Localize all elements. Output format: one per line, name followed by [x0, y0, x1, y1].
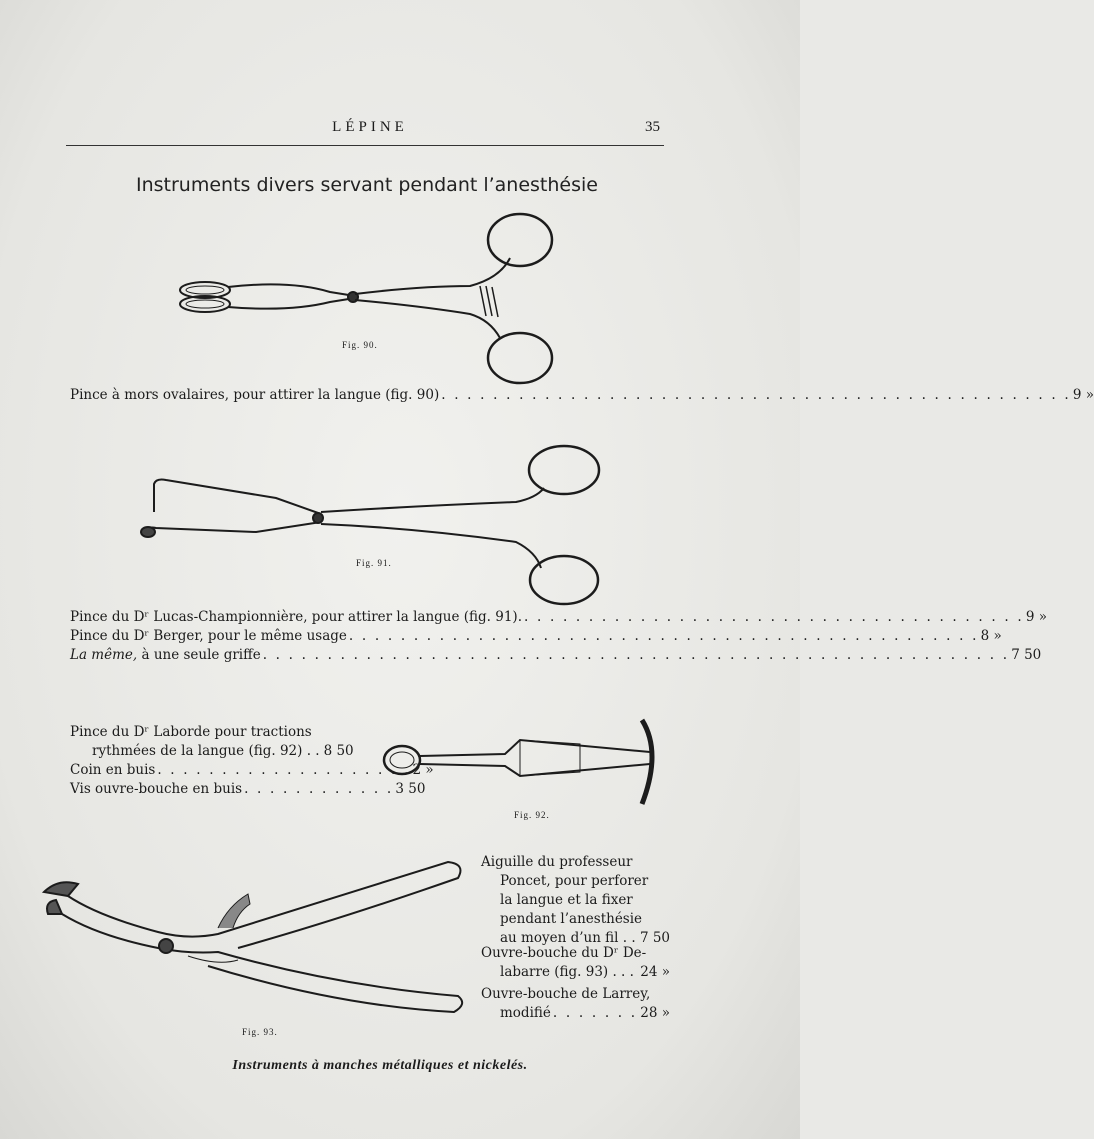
aiguille-line-2: Poncet, pour perforer — [500, 873, 649, 889]
item-price: 9 » — [1025, 609, 1047, 625]
laborde-line-1: Pince du Dʳ Laborde pour tractions — [70, 724, 312, 740]
item-description: Vis ouvre-bouche en buis — [70, 781, 243, 797]
item-description — [70, 646, 261, 665]
aiguille-line-3: la langue et la fixer — [500, 892, 633, 908]
catalog-item-2 — [70, 608, 1047, 627]
leader-dots: . . . . . . . . . . . . . . . . . . . . — [157, 762, 411, 778]
leader-dots: . . . . . . . — [552, 1005, 638, 1021]
fig-91-caption: Fig. 91. — [356, 558, 392, 568]
fig-93-caption: Fig. 93. — [242, 1027, 278, 1037]
page-footer-caption: Instruments à manches métalliques et nickelés. — [232, 1058, 528, 1073]
item-price: 28 » — [640, 1005, 670, 1021]
leader-dots: . . . . . . . . . . . . . . . . . . . . . . . . . . . . . . . . . . . . . . . . . . . . . . . . . . . . . . . . . . — [262, 647, 1010, 663]
aiguille-line-1: Aiguille du professeur — [481, 854, 633, 870]
fig-90-caption: Fig. 90. — [342, 340, 378, 350]
item-description: Coin en buis — [70, 762, 156, 778]
item-price: 7 50 — [639, 930, 670, 946]
catalog-item-3 — [70, 627, 1002, 646]
catalog-item-delabarre — [500, 963, 670, 982]
item-price: 8 » — [980, 628, 1002, 644]
leader-dots: . . . . . . . . . . . . — [244, 781, 394, 797]
fig-92-laborde-forceps-illustration — [380, 712, 665, 812]
item-description: Pince du Dʳ Berger, pour le même usage — [70, 628, 347, 644]
larrey-line-1: Ouvre-bouche de Larrey, — [481, 986, 651, 1002]
page-header-title: LÉPINE — [332, 119, 408, 135]
item-price: 2 » — [412, 762, 434, 778]
item-price: 7 50 — [1011, 647, 1042, 663]
catalog-item-larrey — [500, 1004, 670, 1023]
item-description: labarre (fig. 93) . . . — [500, 964, 634, 980]
catalog-item-coin — [70, 761, 434, 780]
item-price: 3 50 — [395, 781, 426, 797]
item-price: 24 » — [640, 964, 670, 980]
catalog-item-4 — [70, 646, 1042, 665]
catalog-item-laborde — [92, 742, 354, 761]
delabarre-line-1: Ouvre-bouche du Dʳ De- — [481, 945, 647, 961]
item-price: 8 50 — [323, 743, 354, 759]
item-price: 9 » — [1072, 387, 1094, 403]
aiguille-line-4: pendant l’anesthésie — [500, 911, 643, 927]
section-title: Instruments divers servant pendant l’anesthésie — [136, 174, 598, 196]
fig-93-mouth-gag-illustration — [38, 856, 468, 1021]
leader-dots: . . . . . . . . . . . . . . . . . . . . . . . . . . . . . . . . . . . . . . . . . . . . . . . . . — [441, 387, 1071, 403]
catalog-item-vis — [70, 780, 426, 799]
item-description: au moyen d’un fil . . — [500, 930, 636, 946]
item-description: Pince du Dʳ Lucas-Championnière, pour attirer la langue (fig. 91). — [70, 609, 522, 625]
fig-91-lucas-championniere-forceps-illustration — [136, 440, 606, 610]
item-description: modifié — [500, 1005, 551, 1021]
fig-92-caption: Fig. 92. — [514, 810, 550, 820]
leader-dots: . . . . . . . . . . . . . . . . . . . . . . . . . . . . . . . . . . . . . . . . . . . . . . . . . — [348, 628, 979, 644]
item-italic-text: La même, — [70, 647, 138, 663]
item-rest-text: à une seule griffe — [137, 647, 261, 663]
fig-90-tongue-forceps-illustration — [170, 208, 570, 393]
catalog-item-1 — [70, 386, 1094, 405]
header-rule — [66, 145, 664, 146]
leader-dots: . . . . . . . . . . . . . . . . . . . . . . . . . . . . . . . . . . . . . . . — [524, 609, 1024, 625]
page-number: 35 — [645, 119, 660, 135]
item-description: rythmées de la langue (fig. 92) . . — [92, 743, 320, 759]
item-description: Pince à mors ovalaires, pour attirer la langue (fig. 90) — [70, 387, 440, 403]
